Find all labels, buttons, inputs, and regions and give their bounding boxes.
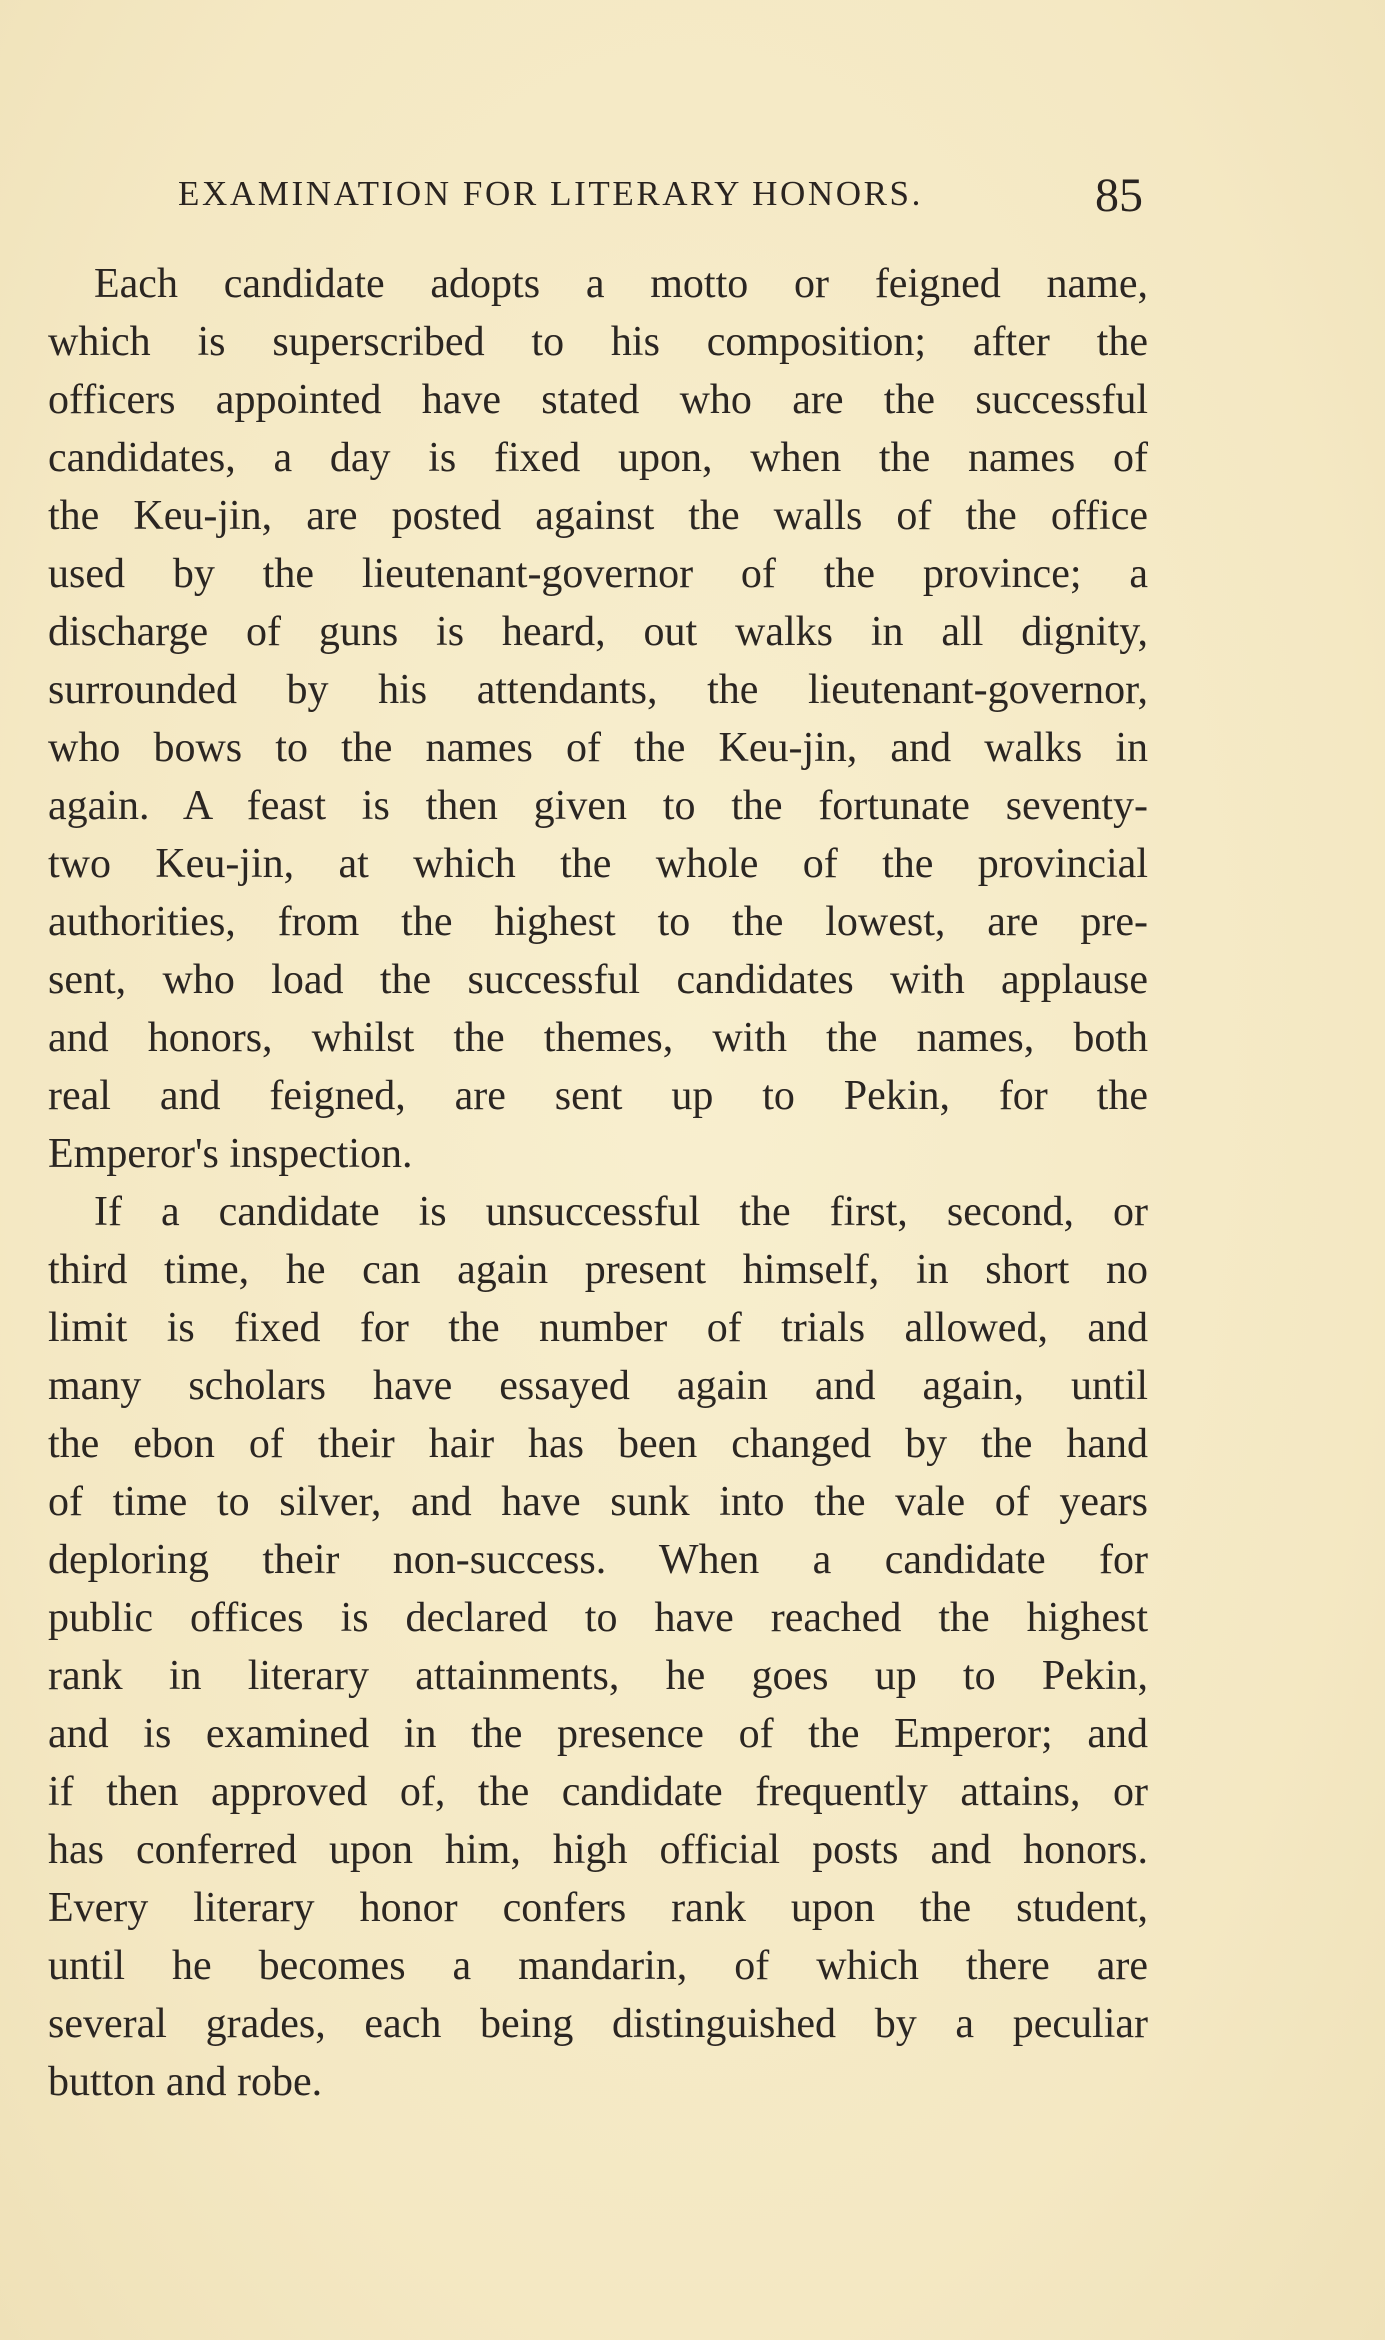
text-line: authorities, from the highest to the lowest, are pre- bbox=[48, 899, 1148, 945]
text-line: who bows to the names of the Keu-jin, and walks in bbox=[48, 725, 1148, 771]
text-line: and honors, whilst the themes, with the names, both bbox=[48, 1015, 1148, 1061]
text-line: sent, who load the successful candidates with applause bbox=[48, 957, 1148, 1003]
text-line: Emperor's inspection. bbox=[48, 1131, 413, 1177]
text-line: Each candidate adopts a motto or feigned name, bbox=[94, 261, 1148, 307]
text-line: third time, he can again present himself, in short no bbox=[48, 1247, 1148, 1293]
text-line: the ebon of their hair has been changed by the hand bbox=[48, 1421, 1148, 1467]
text-line: real and feigned, are sent up to Pekin, for the bbox=[48, 1073, 1148, 1119]
text-line: used by the lieutenant-governor of the province; a bbox=[48, 551, 1148, 597]
text-line: has conferred upon him, high official posts and honors. bbox=[48, 1827, 1148, 1873]
text-line: again. A feast is then given to the fortunate seventy- bbox=[48, 783, 1148, 829]
text-line: limit is fixed for the number of trials allowed, and bbox=[48, 1305, 1148, 1351]
text-line: of time to silver, and have sunk into the vale of years bbox=[48, 1479, 1148, 1525]
text-line: discharge of guns is heard, out walks in all dignity, bbox=[48, 609, 1148, 655]
text-line: button and robe. bbox=[48, 2059, 323, 2105]
text-line: and is examined in the presence of the Emperor; and bbox=[48, 1711, 1148, 1757]
text-line: Every literary honor confers rank upon the student, bbox=[48, 1885, 1148, 1931]
text-line: deploring their non-success. When a candidate for bbox=[48, 1537, 1148, 1583]
text-line: which is superscribed to his composition; after the bbox=[48, 319, 1148, 365]
text-line: If a candidate is unsuccessful the first, second, or bbox=[94, 1189, 1148, 1235]
text-line: if then approved of, the candidate frequently attains, or bbox=[48, 1769, 1148, 1815]
text-line: many scholars have essayed again and again, until bbox=[48, 1363, 1148, 1409]
page-number: 85 bbox=[1095, 169, 1143, 222]
text-line: two Keu-jin, at which the whole of the provincial bbox=[48, 841, 1148, 887]
text-line: until he becomes a mandarin, of which there are bbox=[48, 1943, 1148, 1989]
running-head bbox=[0, 168, 1385, 228]
text-line: several grades, each being distinguished by a peculiar bbox=[48, 2001, 1148, 2047]
text-line: officers appointed have stated who are the successful bbox=[48, 377, 1148, 423]
body-text bbox=[48, 255, 1148, 2111]
running-title: EXAMINATION FOR LITERARY HONORS. bbox=[178, 174, 923, 213]
text-line: surrounded by his attendants, the lieutenant-governor, bbox=[48, 667, 1148, 713]
text-line: public offices is declared to have reached the highest bbox=[48, 1595, 1148, 1641]
text-line: candidates, a day is fixed upon, when the names of bbox=[48, 435, 1148, 481]
text-line: rank in literary attainments, he goes up to Pekin, bbox=[48, 1653, 1148, 1699]
text-line: the Keu-jin, are posted against the walls of the office bbox=[48, 493, 1148, 539]
